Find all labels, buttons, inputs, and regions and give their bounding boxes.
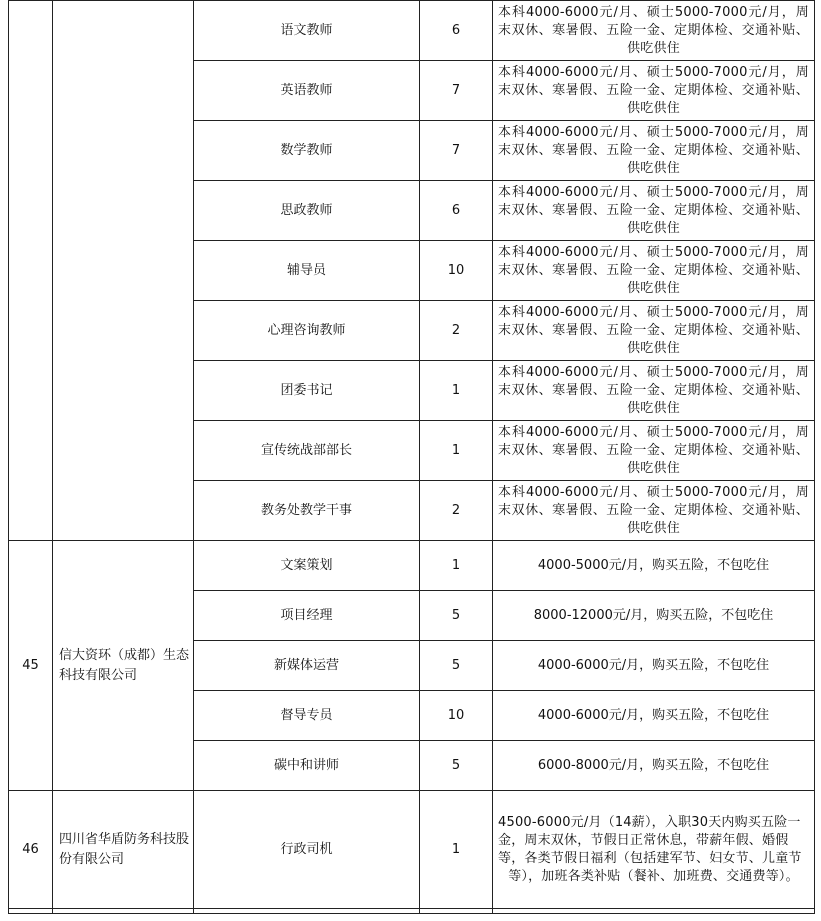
benefits-cell: 4000-5000元/月，购买五险，不包吃住 — [493, 541, 815, 591]
position-cell: 辅导员 — [194, 241, 420, 301]
no-cell — [9, 1, 53, 541]
benefits-cell: 4500-6000元/月（14薪），入职30天内购买五险一金，周末双休，节假日正常休息，带薪年假、婚假等，各类节假日福利（包括建军节、妇女节、儿童节等），加班各类补贴（餐补、加班费、交通费等）。 — [493, 791, 815, 909]
count-cell: 5 — [420, 741, 493, 791]
table-row — [9, 791, 815, 909]
benefits-cell: 本科4000-6000元/月、硕士5000-7000元/月，周末双休、寒暑假、五险一金、定期体检、交通补贴、供吃供住 — [493, 301, 815, 361]
count-cell: 10 — [420, 241, 493, 301]
benefits-cell: 本科4000-6000元/月、硕士5000-7000元/月，周末双休、寒暑假、五险一金、定期体检、交通补贴、供吃供住 — [493, 361, 815, 421]
benefits-cell: 8000-12000元/月，购买五险，不包吃住 — [493, 591, 815, 641]
benefits-cell: 6000-8000元/月，购买五险，不包吃住 — [493, 741, 815, 791]
position-cell: 文案策划 — [194, 541, 420, 591]
position-cell: 行政司机 — [194, 791, 420, 909]
count-cell: 1 — [420, 361, 493, 421]
position-cell: 心理咨询教师 — [194, 301, 420, 361]
benefits-cell: 本科4000-6000元/月、硕士5000-7000元/月，周末双休、寒暑假、五险一金、定期体检、交通补贴、供吃供住 — [493, 481, 815, 541]
position-cell: 项目经理 — [194, 591, 420, 641]
count-cell: 6 — [420, 1, 493, 61]
table-row — [9, 1, 815, 61]
position-cell: 宣传统战部部长 — [194, 421, 420, 481]
company-cell: 信大资环（成都）生态科技有限公司 — [53, 541, 194, 791]
benefits-cell: 本科4000-6000元/月、硕士5000-7000元/月，周末双休、寒暑假、五险一金、定期体检、交通补贴、供吃供住 — [493, 181, 815, 241]
count-cell: 1 — [420, 541, 493, 591]
count-cell: 6 — [420, 181, 493, 241]
recruitment-table — [8, 0, 815, 914]
company-cell — [53, 1, 194, 541]
count-cell: 2 — [420, 481, 493, 541]
position-cell: 数学教师 — [194, 121, 420, 181]
empty-cell — [53, 909, 194, 914]
count-cell: 7 — [420, 61, 493, 121]
count-cell: 2 — [420, 301, 493, 361]
position-cell: 碳中和讲师 — [194, 741, 420, 791]
empty-cell — [9, 909, 53, 914]
position-cell: 督导专员 — [194, 691, 420, 741]
count-cell: 10 — [420, 691, 493, 741]
company-cell: 四川省华盾防务科技股份有限公司 — [53, 791, 194, 909]
count-cell: 5 — [420, 591, 493, 641]
position-cell: 新媒体运营 — [194, 641, 420, 691]
empty-cell — [493, 909, 815, 914]
empty-cell — [194, 909, 420, 914]
no-cell: 46 — [9, 791, 53, 909]
empty-cell — [420, 909, 493, 914]
benefits-cell: 4000-6000元/月，购买五险，不包吃住 — [493, 691, 815, 741]
count-cell: 5 — [420, 641, 493, 691]
benefits-cell: 本科4000-6000元/月、硕士5000-7000元/月，周末双休、寒暑假、五险一金、定期体检、交通补贴、供吃供住 — [493, 121, 815, 181]
position-cell: 英语教师 — [194, 61, 420, 121]
benefits-cell: 本科4000-6000元/月、硕士5000-7000元/月，周末双休、寒暑假、五险一金、定期体检、交通补贴、供吃供住 — [493, 421, 815, 481]
count-cell: 1 — [420, 421, 493, 481]
position-cell: 语文教师 — [194, 1, 420, 61]
benefits-cell: 本科4000-6000元/月、硕士5000-7000元/月，周末双休、寒暑假、五险一金、定期体检、交通补贴、供吃供住 — [493, 241, 815, 301]
benefits-cell: 本科4000-6000元/月、硕士5000-7000元/月，周末双休、寒暑假、五险一金、定期体检、交通补贴、供吃供住 — [493, 61, 815, 121]
count-cell: 7 — [420, 121, 493, 181]
table-row — [9, 909, 815, 914]
count-cell: 1 — [420, 791, 493, 909]
position-cell: 教务处教学干事 — [194, 481, 420, 541]
table-row — [9, 541, 815, 591]
no-cell: 45 — [9, 541, 53, 791]
position-cell: 思政教师 — [194, 181, 420, 241]
benefits-cell: 4000-6000元/月，购买五险，不包吃住 — [493, 641, 815, 691]
position-cell: 团委书记 — [194, 361, 420, 421]
benefits-cell: 本科4000-6000元/月、硕士5000-7000元/月，周末双休、寒暑假、五险一金、定期体检、交通补贴、供吃供住 — [493, 1, 815, 61]
